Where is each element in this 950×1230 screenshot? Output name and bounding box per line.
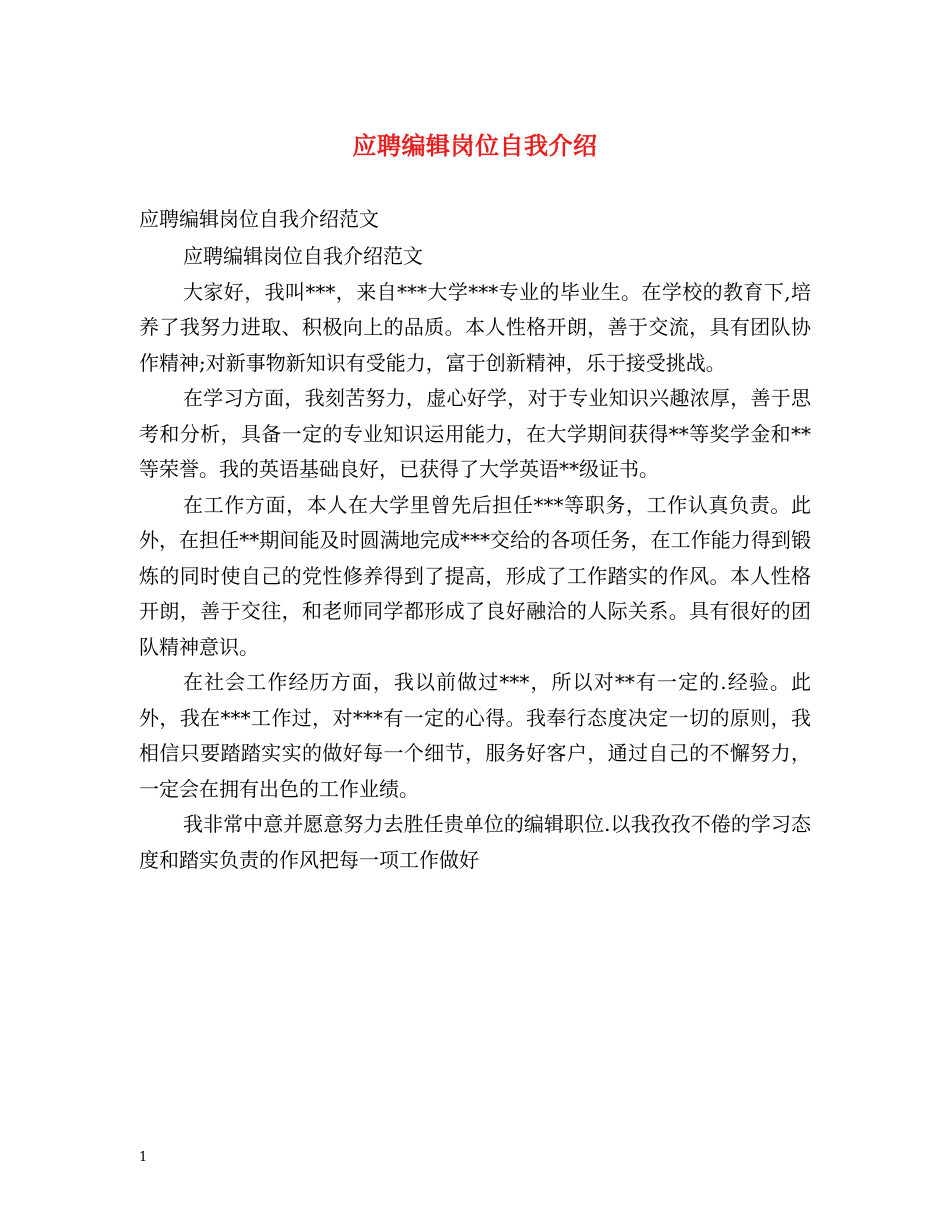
paragraph: 在工作方面，本人在大学里曾先后担任***等职务，工作认真负责。此外，在担任**期间能及时圆满地完成***交给的各项任务，在工作能力得到锻炼的同时使自己的党性修养得到了提高，形成了工作踏实的作风。本人性格开朗，善于交往，和老师同学都形成了良好融洽的人际关系。具有很好的团队精神意识。 — [139, 492, 811, 659]
paragraph: 应聘编辑岗位自我介绍范文 — [183, 244, 423, 268]
document-title: 应聘编辑岗位自我介绍 — [352, 131, 598, 160]
paragraph: 我非常中意并愿意努力去胜任贵单位的编辑职位.以我孜孜不倦的学习态度和踏实负责的作风把每一项工作做好 — [139, 812, 811, 872]
document-body — [139, 239, 811, 878]
page-number: 1 — [139, 1150, 148, 1165]
paragraph: 在学习方面，我刻苦努力，虚心好学，对于专业知识兴趣浓厚，善于思考和分析，具备一定的专业知识运用能力，在大学期间获得**等奖学金和**等荣誉。我的英语基础良好，已获得了大学英语**级证书。 — [139, 386, 811, 481]
paragraph: 在社会工作经历方面，我以前做过***，所以对**有一定的.经验。此外，我在***工作过，对***有一定的心得。我奉行态度决定一切的原则，我相信只要踏踏实实的做好每一个细节，服务好客户，通过自己的不懈努力，一定会在拥有出色的工作业绩。 — [139, 670, 811, 801]
document-subtitle: 应聘编辑岗位自我介绍范文 — [139, 207, 379, 231]
paragraph: 大家好，我叫***，来自***大学***专业的毕业生。在学校的教育下,培养了我努力进取、积极向上的品质。本人性格开朗，善于交流，具有团队协作精神;对新事物新知识有受能力，富于创新精神，乐于接受挑战。 — [139, 279, 811, 375]
